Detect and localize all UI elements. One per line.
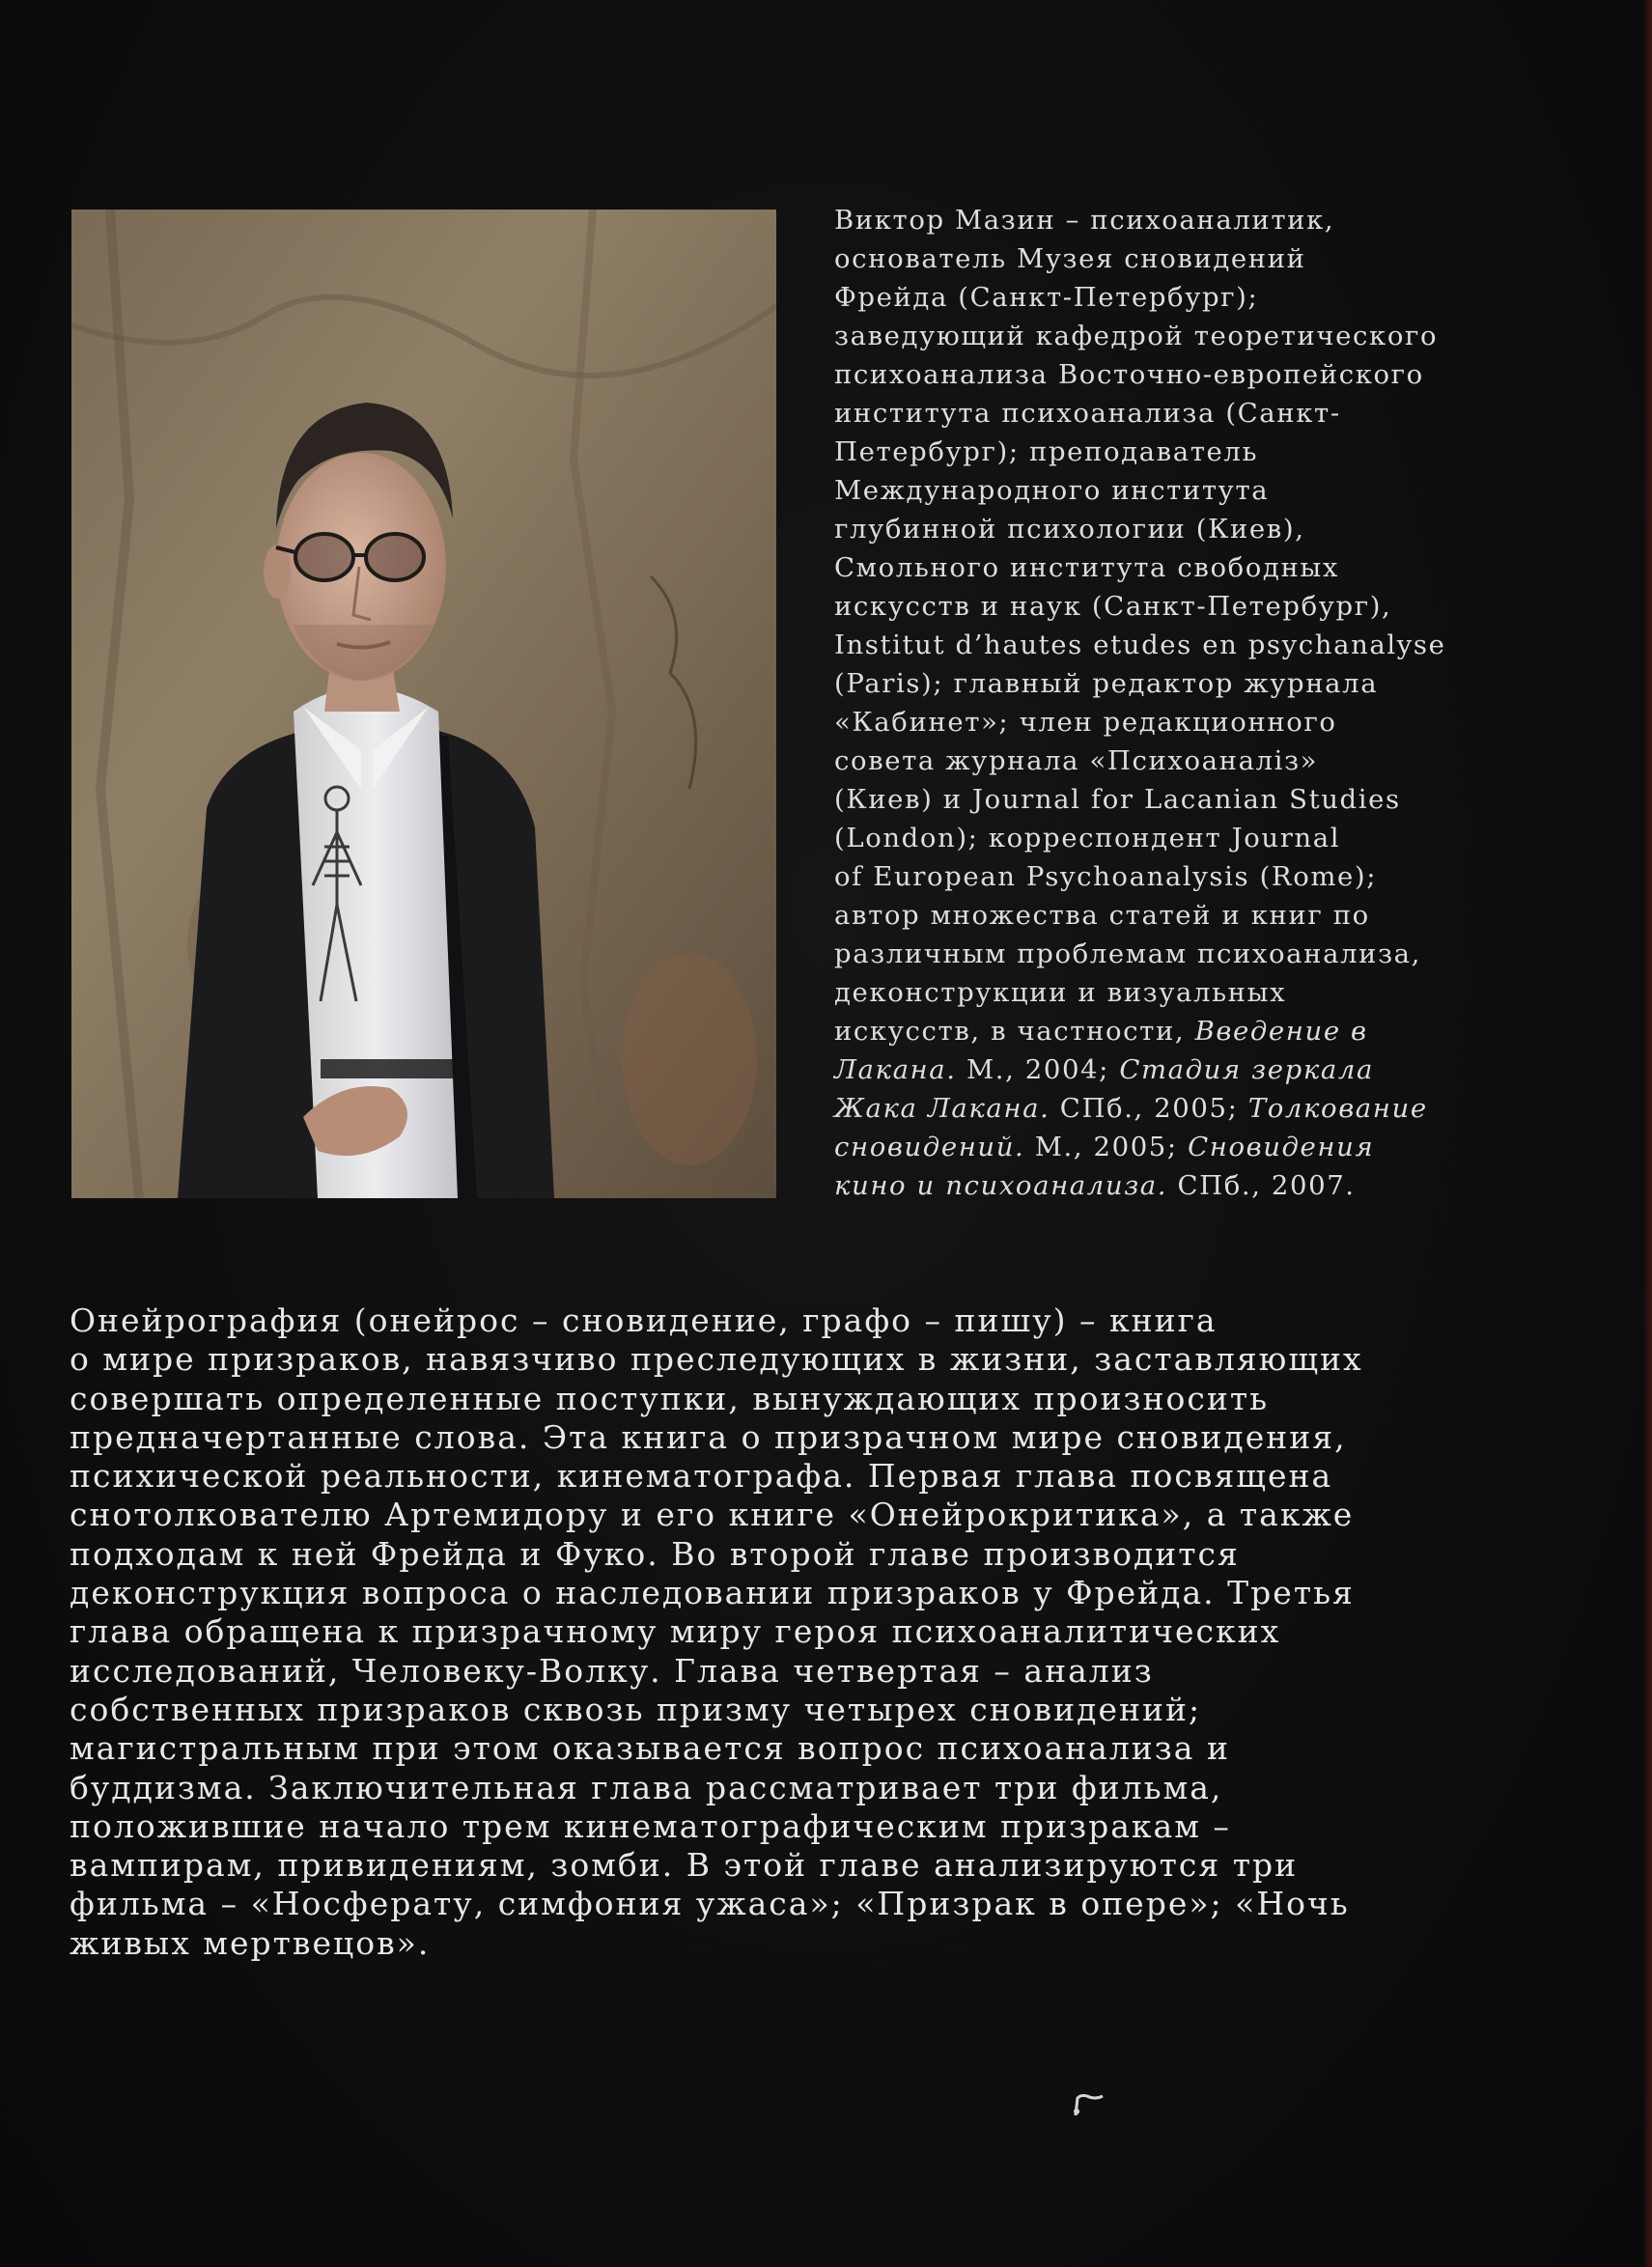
bio-text: М., 2004; — [956, 1054, 1120, 1085]
bio-line — [834, 703, 1549, 742]
bio-title-italic: кино и психоанализа. — [834, 1170, 1168, 1201]
hook-mark — [1070, 2090, 1114, 2119]
bio-line — [834, 433, 1549, 471]
bio-line — [834, 742, 1549, 780]
bio-text: Фрейда (Санкт-Петербург); — [834, 282, 1259, 313]
bio-line — [834, 394, 1549, 433]
bio-text: автор множества статей и книг по — [834, 900, 1370, 931]
bio-line — [834, 626, 1549, 664]
bio-text: Institut d’hautes etudes en psychanalyse — [834, 630, 1446, 660]
bio-line — [834, 239, 1549, 278]
bio-text: СПб., 2007. — [1167, 1170, 1356, 1201]
bio-text: искусств и наук (Санкт-Петербург), — [834, 591, 1392, 622]
bio-text: М., 2005; — [1024, 1132, 1189, 1162]
bio-text: различным проблемам психоанализа, — [834, 938, 1422, 969]
bio-line — [834, 510, 1549, 548]
description-line: подходам к ней Фрейда и Фуко. Во второй главе производится — [70, 1534, 1240, 1573]
bio-line — [834, 317, 1549, 355]
author-photo — [71, 210, 776, 1198]
description-line: живых мертвецов». — [70, 1923, 431, 1962]
description-line: положившие начало трем кинематографическим призракам – — [70, 1806, 1231, 1845]
bio-title-italic: сновидений. — [834, 1132, 1025, 1162]
bio-line — [834, 935, 1549, 973]
description-line: исследований, Человеку-Волку. Глава четвертая – анализ — [70, 1651, 1154, 1690]
bio-title-italic: Стадия зеркала — [1119, 1054, 1374, 1085]
bio-line — [834, 819, 1549, 857]
bio-line — [834, 857, 1549, 896]
author-bio — [834, 201, 1549, 1205]
bio-title-italic: Толкование — [1247, 1093, 1428, 1124]
bio-line — [834, 587, 1549, 626]
description-line: глава обращена к призрачному миру героя психоаналитических — [70, 1612, 1281, 1651]
description-line: магистральным при этом оказывается вопрос психоанализа и — [70, 1729, 1230, 1768]
bio-line — [834, 1166, 1549, 1205]
book-description — [70, 1301, 1556, 1963]
bio-text: (Киев) и Journal for Lacanian Studies — [834, 784, 1401, 815]
description-line: собственных призраков сквозь призму четырех сновидений; — [70, 1690, 1202, 1728]
bio-text: деконструкции и визуальных — [834, 977, 1287, 1008]
description-line: психической реальности, кинематографа. Первая глава посвящена — [70, 1457, 1333, 1496]
bio-text: СПб., 2005; — [1050, 1093, 1248, 1124]
bio-text: психоанализа Восточно-европейского — [834, 359, 1424, 390]
cover-edge — [1644, 0, 1652, 2267]
bio-text: Петербург); преподаватель — [834, 436, 1259, 467]
description-line: фильма – «Носферату, симфония ужаса»; «Призрак в опере»; «Ночь — [70, 1885, 1350, 1923]
bio-line — [834, 1050, 1549, 1089]
bio-line — [834, 1089, 1549, 1128]
bio-line — [834, 471, 1549, 510]
bio-text: (Paris); главный редактор журнала — [834, 668, 1379, 699]
bio-line — [834, 278, 1549, 317]
bio-line — [834, 896, 1549, 935]
bio-line — [834, 355, 1549, 394]
description-line: вампирам, привидениям, зомби. В этой главе анализируются три — [70, 1846, 1299, 1885]
description-line: предначертанные слова. Эта книга о призрачном мире сновидения, — [70, 1417, 1347, 1456]
bio-title-italic: Лакана. — [834, 1054, 957, 1085]
bio-title-italic: Введение в — [1194, 1016, 1368, 1047]
description-line: совершать определенные поступки, вынуждающих произносить — [70, 1379, 1270, 1417]
bio-text: института психоанализа (Санкт- — [834, 398, 1341, 429]
bio-line — [834, 1012, 1549, 1050]
bio-line — [834, 664, 1549, 703]
description-line: о мире призраков, навязчиво преследующих в жизни, заставляющих — [70, 1340, 1363, 1379]
bio-title-italic: Жака Лакана. — [834, 1093, 1050, 1124]
bio-line — [834, 973, 1549, 1012]
bio-text: глубинной психологии (Киев), — [834, 514, 1305, 545]
bio-text: «Кабинет»; член редакционного — [834, 707, 1337, 738]
bio-title-italic: Сновидения — [1188, 1132, 1375, 1162]
bio-text: of European Psychoanalysis (Rome); — [834, 861, 1378, 892]
bio-text: совета журнала «Психоаналіз» — [834, 745, 1319, 776]
description-line: буддизма. Заключительная глава рассматривает три фильма, — [70, 1768, 1223, 1806]
description-line: Онейрография (онейрос – сновидение, графо – пишу) – книга — [70, 1301, 1218, 1339]
bio-line — [834, 1128, 1549, 1166]
bio-line — [834, 780, 1549, 819]
bio-text: Виктор Мазин – психоаналитик, — [834, 205, 1335, 236]
bio-text: Международного института — [834, 475, 1270, 506]
bio-text: искусств, в частности, — [834, 1016, 1195, 1047]
description-line: снотолкователю Артемидору и его книге «Онейрокритика», а также — [70, 1496, 1355, 1534]
bio-line — [834, 201, 1549, 239]
bio-text: основатель Музея сновидений — [834, 243, 1306, 274]
bio-text: (London); корреспондент Journal — [834, 823, 1341, 854]
bio-text: заведующий кафедрой теоретического — [834, 321, 1439, 351]
description-line: деконструкция вопроса о наследовании призраков у Фрейда. Третья — [70, 1574, 1355, 1612]
bio-line — [834, 548, 1549, 587]
bio-text: Смольного института свободных — [834, 552, 1339, 583]
